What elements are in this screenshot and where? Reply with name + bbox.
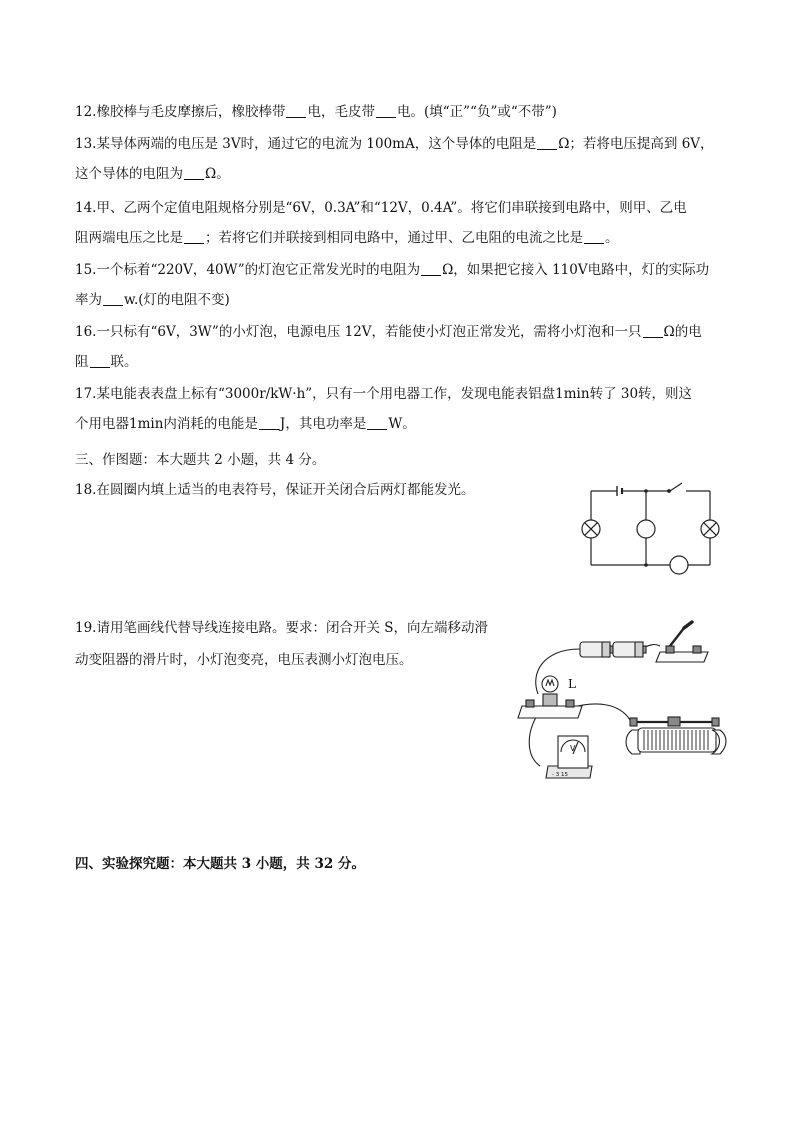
switch <box>656 622 708 662</box>
question-16-line1: 16.一只标有“6V，3W”的小灯泡，电源电压 12V，若能使小灯泡正常发光，需将小灯泡和一只 Ω的电 <box>75 324 702 340</box>
answer-blank[interactable] <box>421 261 441 276</box>
answer-blank[interactable] <box>643 323 663 338</box>
section-3-heading: 三、作图题：本大题共 2 小题，共 4 分。 <box>75 452 326 468</box>
rheostat <box>626 717 726 754</box>
answer-blank[interactable] <box>376 103 396 118</box>
answer-blank[interactable] <box>584 229 604 244</box>
question-12: 12.橡胶棒与毛皮摩擦后，橡胶棒带 电，毛皮带 电。(填“正”“负”或“不带”) <box>75 104 557 120</box>
answer-blank[interactable] <box>184 229 204 244</box>
answer-blank[interactable] <box>259 415 279 430</box>
answer-blank[interactable] <box>286 103 306 118</box>
meter-circle-middle[interactable] <box>637 520 655 538</box>
lamp-right <box>701 520 719 538</box>
circuit-components-figure <box>508 618 730 780</box>
battery-2 <box>613 642 646 657</box>
meter-circle-bottom[interactable] <box>670 556 688 574</box>
circuit-diagram-1 <box>576 480 726 580</box>
question-14-line2: 阻两端电压之比是 ；若将它们并联接到相同电路中，通过甲、乙电阻的电流之比是 。 <box>75 230 619 246</box>
question-16-line2: 阻 联。 <box>75 354 138 370</box>
answer-blank[interactable] <box>90 353 110 368</box>
question-17-line1: 17.某电能表表盘上标有“3000r/kW·h”，只有一个用电器工作，发现电能表铝盘1min转了 30转，则这 <box>75 386 693 402</box>
question-13-line2: 这个导体的电阻为 Ω。 <box>75 166 230 182</box>
question-19-line2: 动变阻器的滑片时，小灯泡变亮，电压表测小灯泡电压。 <box>75 652 413 668</box>
lamp-left <box>582 520 600 538</box>
voltmeter-terminals: - 3 15 <box>552 772 568 778</box>
voltmeter-symbol: V <box>570 744 576 753</box>
lamp-label: L <box>568 677 576 691</box>
question-14-line1: 14.甲、乙两个定值电阻规格分别是“6V，0.3A”和“12V，0.4A”。将它们串联接到电路中，则甲、乙电 <box>75 200 687 216</box>
answer-blank[interactable] <box>537 135 557 150</box>
question-15-line1: 15.一个标着“220V，40W”的灯泡它正常发光时的电阻为 Ω，如果把它接入 110V电路中，灯的实际功 <box>75 262 710 278</box>
question-13-line1: 13.某导体两端的电压是 3V时，通过它的电流为 100mA，这个导体的电阻是 Ω；若将电压提高到 6V， <box>75 136 714 152</box>
question-15-line2: 率为 w.(灯的电阻不变) <box>75 292 230 308</box>
battery-1 <box>580 642 613 657</box>
question-18: 18.在圆圈内填上适当的电表符号，保证开关闭合后两灯都能发光。 <box>75 482 475 498</box>
question-17-line2: 个用电器1min内消耗的电能是 J，其电功率是 W。 <box>75 416 416 432</box>
answer-blank[interactable] <box>184 165 204 180</box>
section-4-heading: 四、实验探究题：本大题共 3 小题，共 32 分。 <box>75 856 365 872</box>
answer-blank[interactable] <box>367 415 387 430</box>
answer-blank[interactable] <box>103 291 123 306</box>
question-19-line1: 19.请用笔画线代替导线连接电路。要求：闭合开关 S，向左端移动滑 <box>75 620 489 636</box>
